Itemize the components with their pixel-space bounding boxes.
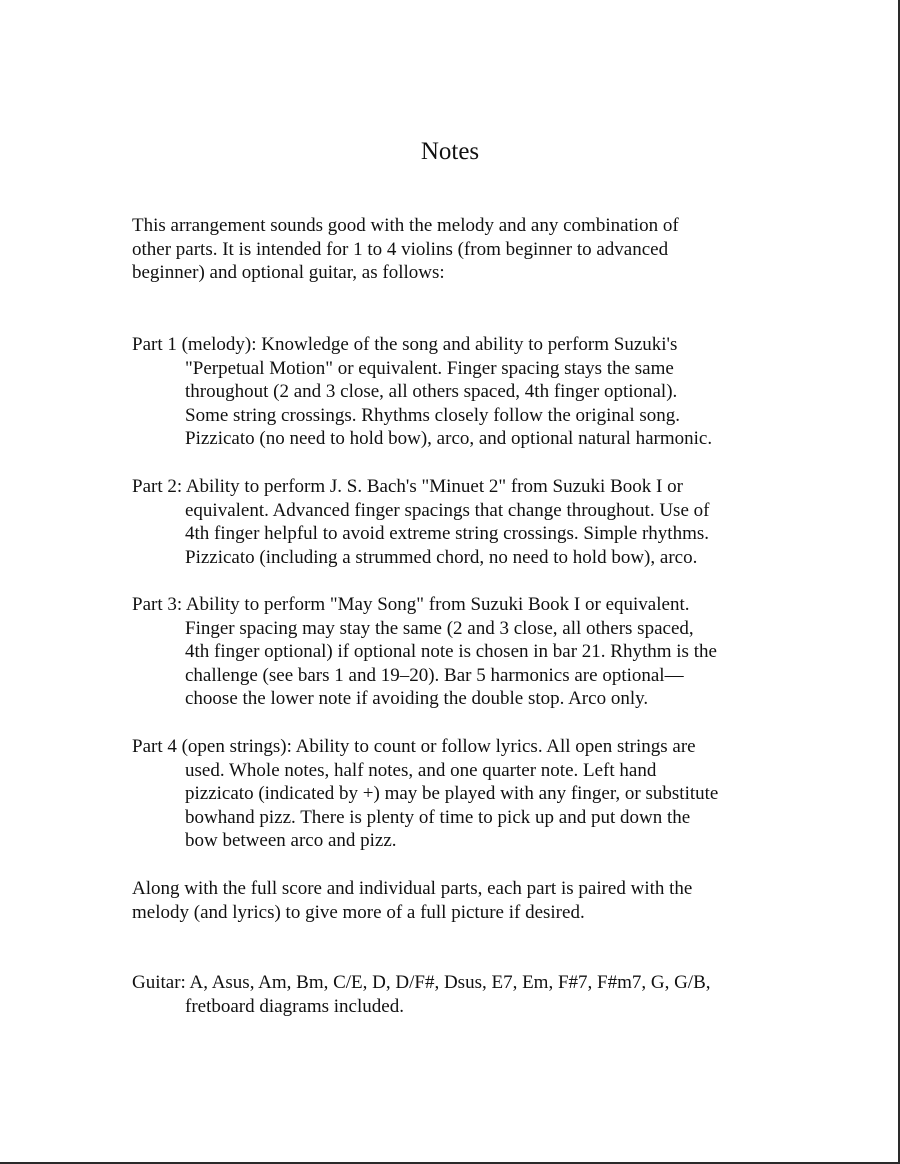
part-1-line: throughout (2 and 3 close, all others spaced, 4th finger optional). [185,381,678,402]
part-3-line: 4th finger optional) if optional note is chosen in bar 21. Rhythm is the [185,641,717,662]
page-title: Notes [420,138,480,165]
part-4-paragraph [132,735,782,853]
part-1-line: Some string crossings. Rhythms closely follow the original song. [185,404,681,426]
part-1-paragraph [132,333,782,451]
guitar-paragraph [132,971,782,1018]
part-1-line: Pizzicato (no need to hold bow), arco, and optional natural harmonic. [185,428,713,449]
part-3-line: Part 3: Ability to perform "May Song" from Suzuki Book I or equivalent. [132,594,690,615]
guitar-line: fretboard diagrams included. [185,995,404,1017]
intro-line: other parts. It is intended for 1 to 4 violins (from beginner to advanced [132,238,669,260]
along-line: melody (and lyrics) to give more of a full picture if desired. [132,901,585,923]
part-4-line: Part 4 (open strings): Ability to count or follow lyrics. All open strings are [132,736,696,757]
part-4-line: bow between arco and pizz. [185,830,397,851]
intro-line: beginner) and optional guitar, as follows: [132,262,445,283]
part-1-line: Part 1 (melody): Knowledge of the song and ability to perform Suzuki's [132,334,678,355]
part-3-line: choose the lower note if avoiding the double stop. Arco only. [185,688,649,709]
part-4-line: bowhand pizz. There is plenty of time to pick up and put down the [185,806,691,828]
guitar-line: Guitar: A, Asus, Am, Bm, C/E, D, D/F#, Dsus, E7, Em, F#7, F#m7, G, G/B, [132,972,711,993]
part-4-line: pizzicato (indicated by +) may be played with any finger, or substitute [185,783,719,804]
along-line: Along with the full score and individual parts, each part is paired with the [132,878,693,899]
part-2-line: 4th finger helpful to avoid extreme string crossings. Simple rhythms. [185,523,710,544]
part-2-line: Pizzicato (including a strummed chord, no need to hold bow), arco. [185,546,698,568]
part-2-line: equivalent. Advanced finger spacings that change throughout. Use of [185,499,710,521]
intro-paragraph [132,214,782,285]
part-3-paragraph [132,593,782,711]
part-3-line: challenge (see bars 1 and 19–20). Bar 5 harmonics are optional— [185,664,684,686]
along-paragraph [132,877,782,924]
part-1-line: "Perpetual Motion" or equivalent. Finger spacing stays the same [185,357,674,379]
part-3-line: Finger spacing may stay the same (2 and 3 close, all others spaced, [185,617,694,639]
part-2-line: Part 2: Ability to perform J. S. Bach's "Minuet 2" from Suzuki Book I or [132,476,683,497]
part-2-paragraph [132,475,782,569]
intro-line: This arrangement sounds good with the melody and any combination of [132,215,679,236]
part-4-line: used. Whole notes, half notes, and one quarter note. Left hand [185,759,657,781]
